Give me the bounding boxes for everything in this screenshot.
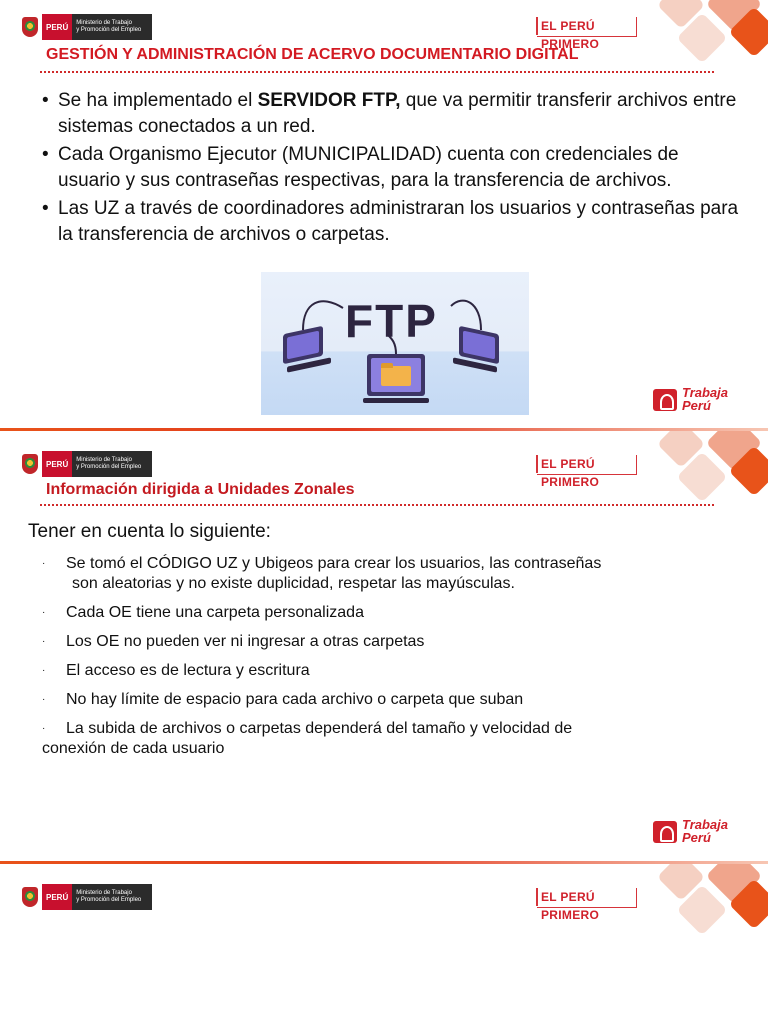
list-item-text: La subida de archivos o carpetas dependerá del tamaño y velocidad de xyxy=(66,720,573,737)
list-item: · Cada OE tiene una carpeta personalizada xyxy=(42,604,364,621)
ministry-line-2: y Promoción del Empleo xyxy=(76,464,142,470)
bullet-bold-text: SERVIDOR FTP, xyxy=(257,90,401,111)
list-item-text: Los OE no pueden ver ni ingresar a otras carpetas xyxy=(66,633,425,650)
peru-label: PERÚ xyxy=(42,884,72,910)
intro-text: Tener en cuenta lo siguiente: xyxy=(28,521,271,542)
peru-primero-badge: EL PERÚ PRIMERO xyxy=(537,455,637,475)
government-logo xyxy=(20,14,152,40)
list-item-text: Se tomó el CÓDIGO UZ y Ubigeos para crear los usuarios, las contraseñas xyxy=(66,555,602,572)
ministry-label xyxy=(72,884,152,910)
trabaja-peru-icon xyxy=(653,385,679,413)
ministry-label xyxy=(72,14,152,40)
slide-3 xyxy=(0,864,768,1024)
trabaja-peru-logo xyxy=(653,385,728,413)
list-item-text: No hay límite de espacio para cada archivo o carpeta que suban xyxy=(66,691,524,708)
info-list xyxy=(42,554,742,768)
slide-1 xyxy=(0,0,768,430)
peru-primero-badge: EL PERÚ PRIMERO xyxy=(537,17,637,37)
list-item: · Se tomó el CÓDIGO UZ y Ubigeos para crear los usuarios, las contraseñas son aleatorias y no existe duplicidad, respetar las mayúsculas. xyxy=(42,555,602,592)
list-item: · Los OE no pueden ver ni ingresar a otras carpetas xyxy=(42,633,425,650)
coat-of-arms-icon xyxy=(20,451,40,477)
coat-of-arms-icon xyxy=(20,14,40,40)
bullet-text: Se ha implementado el xyxy=(58,90,258,111)
ftp-image-label: FTP xyxy=(345,295,438,347)
ministry-line-1: Ministerio de Trabajo xyxy=(76,20,132,26)
list-item-text-cont: son aleatorias y no existe duplicidad, respetar las mayúsculas. xyxy=(72,575,515,592)
bullet-item: • Se ha implementado el SERVIDOR FTP, que va permitir transferir archivos entre sistemas conectados a un red. xyxy=(42,90,737,137)
ministry-line-2: y Promoción del Empleo xyxy=(76,27,142,33)
peru-primero-badge: EL PERÚ PRIMERO xyxy=(537,888,637,908)
bullet-list xyxy=(42,88,742,250)
bullet-item: • Cada Organismo Ejecutor (MUNICIPALIDAD) cuenta con credenciales de usuario y sus contraseñas respectivas, para la transferencia de archivos. xyxy=(42,142,742,194)
coat-of-arms-icon xyxy=(20,884,40,910)
connection-lines xyxy=(261,272,529,415)
peru-logo-label: Perú xyxy=(682,398,711,413)
slide-title: GESTIÓN Y ADMINISTRACIÓN DE ACERVO DOCUMENTARIO DIGITAL xyxy=(46,46,579,63)
trabaja-label: Trabaja xyxy=(682,817,729,832)
trabaja-peru-icon xyxy=(653,817,679,845)
peru-label: PERÚ xyxy=(42,14,72,40)
trabaja-peru-logo xyxy=(653,817,728,845)
decorative-diamonds xyxy=(644,2,768,62)
slide-title: Información dirigida a Unidades Zonales xyxy=(46,481,355,498)
decorative-diamonds xyxy=(644,870,768,930)
government-logo xyxy=(20,884,152,910)
bullet-text-cont: que va permitir transferir archivos entre sistemas conectados a un red. xyxy=(58,90,737,137)
bullet-text: Las UZ a través de coordinadores administraran los usuarios y contraseñas para la transferencia de archivos o carpetas. xyxy=(58,198,739,245)
list-item-text-cont: conexión de cada usuario xyxy=(42,740,225,757)
government-logo xyxy=(20,451,152,477)
list-item-text: El acceso es de lectura y escritura xyxy=(66,662,310,679)
list-item: · El acceso es de lectura y escritura xyxy=(42,662,310,679)
list-item: · La subida de archivos o carpetas dependerá del tamaño y velocidad de conexión de cada usuario xyxy=(42,720,573,757)
ministry-line-1: Ministerio de Trabajo xyxy=(76,457,132,463)
ministry-label xyxy=(72,451,152,477)
title-divider xyxy=(40,71,714,73)
list-item-text: Cada OE tiene una carpeta personalizada xyxy=(66,604,364,621)
slide-2 xyxy=(0,431,768,863)
ftp-illustration xyxy=(261,272,529,415)
bullet-item: • Las UZ a través de coordinadores administraran los usuarios y contraseñas para la transferencia de archivos o carpetas. xyxy=(42,196,742,248)
peru-logo-label: Perú xyxy=(682,830,711,845)
ministry-line-2: y Promoción del Empleo xyxy=(76,897,142,903)
decorative-diamonds xyxy=(644,437,768,497)
title-divider xyxy=(40,504,714,506)
list-item: · No hay límite de espacio para cada archivo o carpeta que suban xyxy=(42,691,524,708)
bullet-text: Cada Organismo Ejecutor (MUNICIPALIDAD) cuenta con credenciales de usuario y sus contraseñas respectivas, para la transferencia de archivos. xyxy=(58,144,679,191)
ministry-line-1: Ministerio de Trabajo xyxy=(76,890,132,896)
trabaja-label: Trabaja xyxy=(682,385,729,400)
peru-label: PERÚ xyxy=(42,451,72,477)
